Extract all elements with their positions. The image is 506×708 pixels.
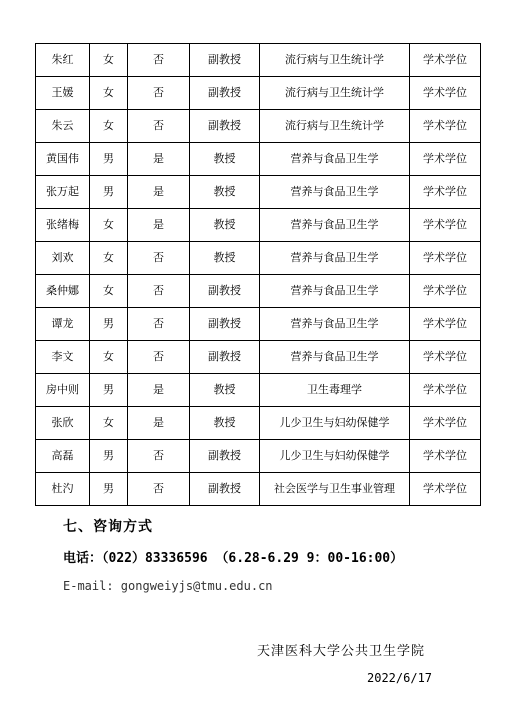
cell-supervisor: 否 [128, 440, 190, 473]
cell-supervisor: 否 [128, 275, 190, 308]
cell-name: 黄国伟 [36, 143, 90, 176]
cell-name: 杜汋 [36, 473, 90, 506]
cell-supervisor: 否 [128, 242, 190, 275]
cell-title: 副教授 [190, 341, 260, 374]
cell-title: 教授 [190, 143, 260, 176]
cell-major: 儿少卫生与妇幼保健学 [260, 440, 410, 473]
table-row [36, 209, 481, 242]
cell-name: 张绪梅 [36, 209, 90, 242]
cell-degree: 学术学位 [410, 275, 481, 308]
cell-major: 营养与食品卫生学 [260, 308, 410, 341]
cell-gender: 女 [90, 275, 128, 308]
cell-degree: 学术学位 [410, 440, 481, 473]
cell-name: 房中则 [36, 374, 90, 407]
table-row [36, 143, 481, 176]
cell-title: 副教授 [190, 110, 260, 143]
table-row [36, 176, 481, 209]
cell-supervisor: 否 [128, 110, 190, 143]
cell-name: 李文 [36, 341, 90, 374]
table-row [36, 374, 481, 407]
cell-major: 流行病与卫生统计学 [260, 44, 410, 77]
cell-degree: 学术学位 [410, 77, 481, 110]
table-row [36, 77, 481, 110]
cell-major: 营养与食品卫生学 [260, 242, 410, 275]
cell-gender: 男 [90, 440, 128, 473]
cell-supervisor: 否 [128, 341, 190, 374]
cell-degree: 学术学位 [410, 407, 481, 440]
cell-major: 营养与食品卫生学 [260, 176, 410, 209]
cell-title: 副教授 [190, 275, 260, 308]
cell-supervisor: 是 [128, 209, 190, 242]
cell-degree: 学术学位 [410, 110, 481, 143]
cell-title: 教授 [190, 374, 260, 407]
cell-major: 营养与食品卫生学 [260, 143, 410, 176]
cell-degree: 学术学位 [410, 308, 481, 341]
cell-gender: 女 [90, 209, 128, 242]
cell-supervisor: 是 [128, 407, 190, 440]
cell-degree: 学术学位 [410, 473, 481, 506]
cell-name: 朱红 [36, 44, 90, 77]
table-row [36, 407, 481, 440]
table-row [36, 473, 481, 506]
cell-major: 营养与食品卫生学 [260, 341, 410, 374]
cell-supervisor: 是 [128, 176, 190, 209]
cell-major: 卫生毒理学 [260, 374, 410, 407]
cell-name: 张万起 [36, 176, 90, 209]
cell-degree: 学术学位 [410, 242, 481, 275]
cell-gender: 女 [90, 242, 128, 275]
table-row [36, 242, 481, 275]
cell-supervisor: 是 [128, 374, 190, 407]
cell-title: 教授 [190, 242, 260, 275]
cell-gender: 女 [90, 44, 128, 77]
cell-gender: 女 [90, 341, 128, 374]
table-row [36, 275, 481, 308]
organization-name: 天津医科大学公共卫生学院 [257, 644, 426, 659]
table-row [36, 110, 481, 143]
cell-gender: 男 [90, 374, 128, 407]
contact-section-title: 七、咨询方式 [63, 519, 153, 535]
cell-major: 流行病与卫生统计学 [260, 77, 410, 110]
cell-supervisor: 否 [128, 44, 190, 77]
cell-gender: 女 [90, 77, 128, 110]
cell-supervisor: 是 [128, 143, 190, 176]
cell-supervisor: 否 [128, 473, 190, 506]
cell-name: 高磊 [36, 440, 90, 473]
cell-degree: 学术学位 [410, 209, 481, 242]
cell-gender: 女 [90, 110, 128, 143]
table-row [36, 308, 481, 341]
cell-title: 教授 [190, 407, 260, 440]
cell-supervisor: 否 [128, 77, 190, 110]
cell-major: 营养与食品卫生学 [260, 209, 410, 242]
cell-degree: 学术学位 [410, 44, 481, 77]
cell-major: 社会医学与卫生事业管理 [260, 473, 410, 506]
table-row [36, 44, 481, 77]
cell-title: 教授 [190, 209, 260, 242]
cell-major: 营养与食品卫生学 [260, 275, 410, 308]
cell-title: 副教授 [190, 308, 260, 341]
cell-supervisor: 否 [128, 308, 190, 341]
cell-degree: 学术学位 [410, 374, 481, 407]
table-row [36, 341, 481, 374]
cell-degree: 学术学位 [410, 143, 481, 176]
cell-major: 儿少卫生与妇幼保健学 [260, 407, 410, 440]
cell-degree: 学术学位 [410, 176, 481, 209]
cell-gender: 男 [90, 143, 128, 176]
table-row [36, 440, 481, 473]
cell-gender: 男 [90, 176, 128, 209]
cell-name: 朱云 [36, 110, 90, 143]
cell-title: 副教授 [190, 77, 260, 110]
cell-gender: 女 [90, 407, 128, 440]
cell-name: 张欣 [36, 407, 90, 440]
cell-title: 副教授 [190, 473, 260, 506]
cell-title: 副教授 [190, 440, 260, 473]
cell-title: 教授 [190, 176, 260, 209]
cell-title: 副教授 [190, 44, 260, 77]
cell-name: 刘欢 [36, 242, 90, 275]
cell-name: 谭龙 [36, 308, 90, 341]
cell-gender: 男 [90, 473, 128, 506]
advisor-table [35, 43, 481, 506]
cell-gender: 男 [90, 308, 128, 341]
document-date: 2022/6/17 [367, 671, 433, 685]
cell-major: 流行病与卫生统计学 [260, 110, 410, 143]
contact-email[interactable]: E-mail: gongweiyjs@tmu.edu.cn [63, 579, 273, 593]
cell-degree: 学术学位 [410, 341, 481, 374]
cell-name: 桑仲娜 [36, 275, 90, 308]
contact-phone: 电话：（022）83336596 （6.28-6.29 9：00-16:00） [63, 551, 404, 566]
cell-name: 王媛 [36, 77, 90, 110]
advisor-table-body [36, 44, 481, 506]
